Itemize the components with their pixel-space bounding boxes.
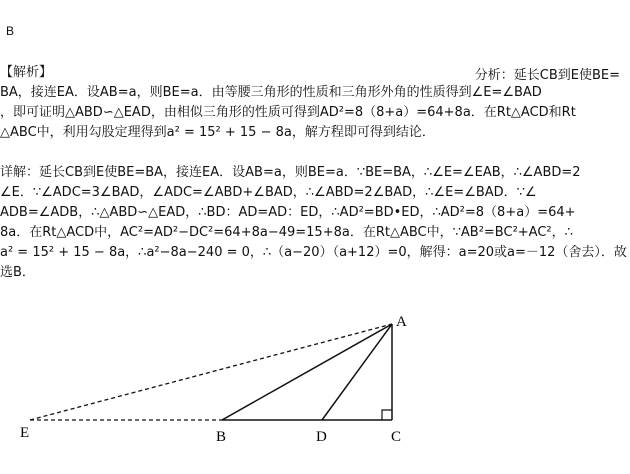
analysis-line: 分析：延长CB到E使BE= [474,68,620,83]
detail-line: 详解：延长CB到E使BE=BA，接连EA．设AB=a，则BE=a．∵BE=BA，∴∠E=∠EAB，∴∠ABD=2 [0,165,581,180]
label-B: B [216,429,227,445]
analysis-line: △ABC中，利用勾股定理得到a² = 15² + 15 − 8a，解方程即可得到结论． [0,125,435,140]
detail-line: 8a．在Rt△ACD中，AC²=AD²−DC²=64+8a−49=15+8a．在Rt△ABC中，∵AB²=BC²+AC²，∴ [0,225,573,240]
detail-line: a² = 15² + 15 − 8a，∴a²−8a−240 = 0，∴（a−20）（a+12）=0，解得：a=20或a=－12（舍去）．故 [0,245,627,260]
segment-EA [30,324,392,420]
analysis-header: 【解析】 [0,65,53,80]
detail-line: 选B． [0,265,35,280]
label-E: E [20,425,30,441]
analysis-line: BA，接连EA．设AB=a，则BE=a．由等腰三角形的性质和三角形外角的性质得到∠E=∠BAD [0,85,542,100]
answer-text: B [6,24,15,38]
label-C: C [391,429,402,445]
detail-line: ADB=∠ADB，∴△ABD∽△EAD，∴BD：AD=AD：ED，∴AD²=BD•ED，∴AD²=8（8+a）=64+ [0,205,576,220]
segment-AB [222,324,392,420]
right-angle-mark [382,410,392,420]
label-D: D [316,429,327,445]
label-A: A [396,314,407,330]
segment-AD [322,324,392,420]
analysis-line: ，即可证明△ABD∽△EAD，由相似三角形的性质可得到AD²=8（8+a）=64+8a．在Rt△ACD和Rt [0,105,576,120]
detail-line: ∠E．∵∠ADC=3∠BAD，∠ADC=∠ABD+∠BAD，∴∠ABD=2∠BAD，∴∠E=∠BAD．∵∠ [0,185,537,200]
